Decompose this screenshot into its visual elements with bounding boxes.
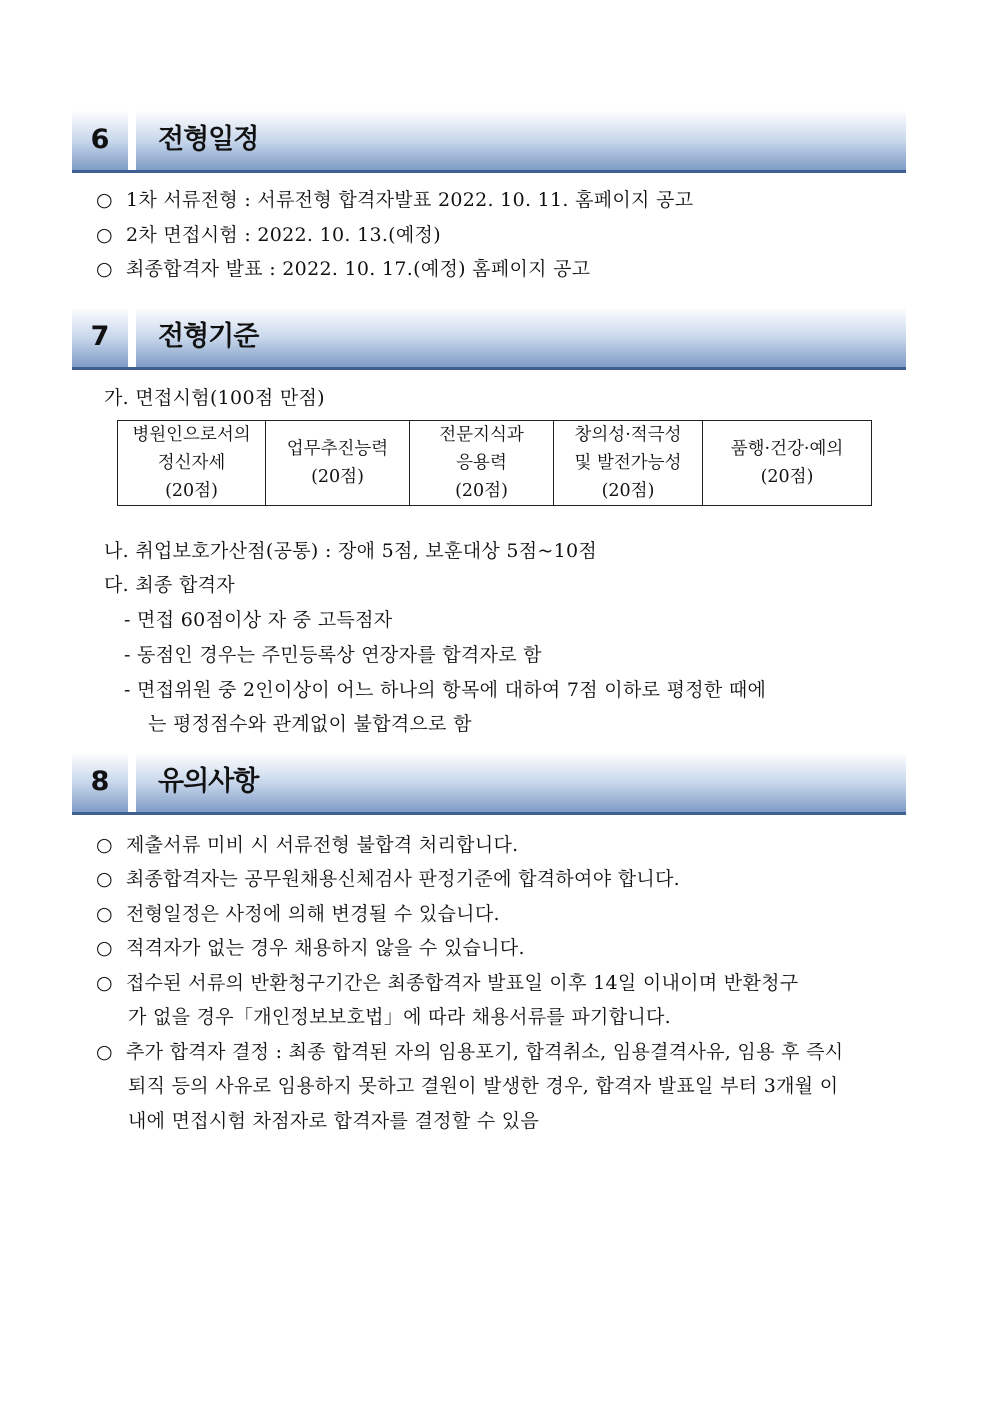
score-cell: 병원인으로서의 정신자세 (20점) bbox=[118, 421, 266, 506]
list-item: ○ 전형일정은 사정에 의해 변경될 수 있습니다. bbox=[96, 903, 500, 925]
list-item: ○ 최종합격자 발표 : 2022. 10. 17.(예정) 홈페이지 공고 bbox=[96, 258, 591, 280]
list-item: ○ 최종합격자는 공무원채용신체검사 판정기준에 합격하여야 합니다. bbox=[96, 868, 681, 890]
list-item: ○ 1차 서류전형 : 서류전형 합격자발표 2022. 10. 11. 홈페이지 공고 bbox=[96, 189, 694, 211]
list-item: - 동점인 경우는 주민등록상 연장자를 합격자로 함 bbox=[124, 644, 542, 666]
list-item-continuation: 퇴직 등의 사유로 임용하지 못하고 결원이 발생한 경우, 합격자 발표일 부터 3개월 이 bbox=[128, 1075, 839, 1097]
section-header-7 bbox=[72, 307, 906, 367]
list-item-continuation: 는 평정점수와 관계없이 불합격으로 함 bbox=[148, 713, 472, 735]
criteria-heading-na: 나. 취업보호가산점(공통) : 장애 5점, 보훈대상 5점~10점 bbox=[104, 540, 598, 562]
criteria-heading-da: 다. 최종 합격자 bbox=[104, 574, 235, 596]
score-cell: 창의성·적극성 및 발전가능성 (20점) bbox=[554, 421, 703, 506]
score-table bbox=[117, 420, 872, 506]
list-item: ○ 2차 면접시험 : 2022. 10. 13.(예정) bbox=[96, 224, 441, 246]
section-number: 6 bbox=[72, 110, 128, 170]
list-item-continuation: 가 없을 경우「개인정보보호법」에 따라 채용서류를 파기합니다. bbox=[128, 1006, 671, 1028]
section-number: 7 bbox=[72, 307, 128, 367]
list-item: - 면접 60점이상 자 중 고득점자 bbox=[124, 609, 393, 631]
list-item: ○ 추가 합격자 결정 : 최종 합격된 자의 임용포기, 합격취소, 임용결격사유, 임용 후 즉시 bbox=[96, 1041, 844, 1063]
list-item: ○ 제출서류 미비 시 서류전형 불합격 처리합니다. bbox=[96, 834, 519, 856]
score-cell: 업무추진능력 (20점) bbox=[266, 421, 410, 506]
section-header-8 bbox=[72, 752, 906, 812]
section-number: 8 bbox=[72, 752, 128, 812]
score-cell: 품행·건강·예의 (20점) bbox=[703, 421, 872, 506]
section-title: 전형기준 bbox=[136, 307, 906, 367]
section-title: 유의사항 bbox=[136, 752, 906, 812]
section-title: 전형일정 bbox=[136, 110, 906, 170]
list-item-continuation: 내에 면접시험 차점자로 합격자를 결정할 수 있음 bbox=[128, 1110, 540, 1132]
section-header-6 bbox=[72, 110, 906, 170]
list-item: - 면접위원 중 2인이상이 어느 하나의 항목에 대하여 7점 이하로 평정한 때에 bbox=[124, 679, 767, 701]
list-item: ○ 적격자가 없는 경우 채용하지 않을 수 있습니다. bbox=[96, 937, 525, 959]
criteria-heading-ga: 가. 면접시험(100점 만점) bbox=[104, 387, 325, 409]
score-cell: 전문지식과 응용력 (20점) bbox=[410, 421, 554, 506]
list-item: ○ 접수된 서류의 반환청구기간은 최종합격자 발표일 이후 14일 이내이며 반환청구 bbox=[96, 972, 799, 994]
